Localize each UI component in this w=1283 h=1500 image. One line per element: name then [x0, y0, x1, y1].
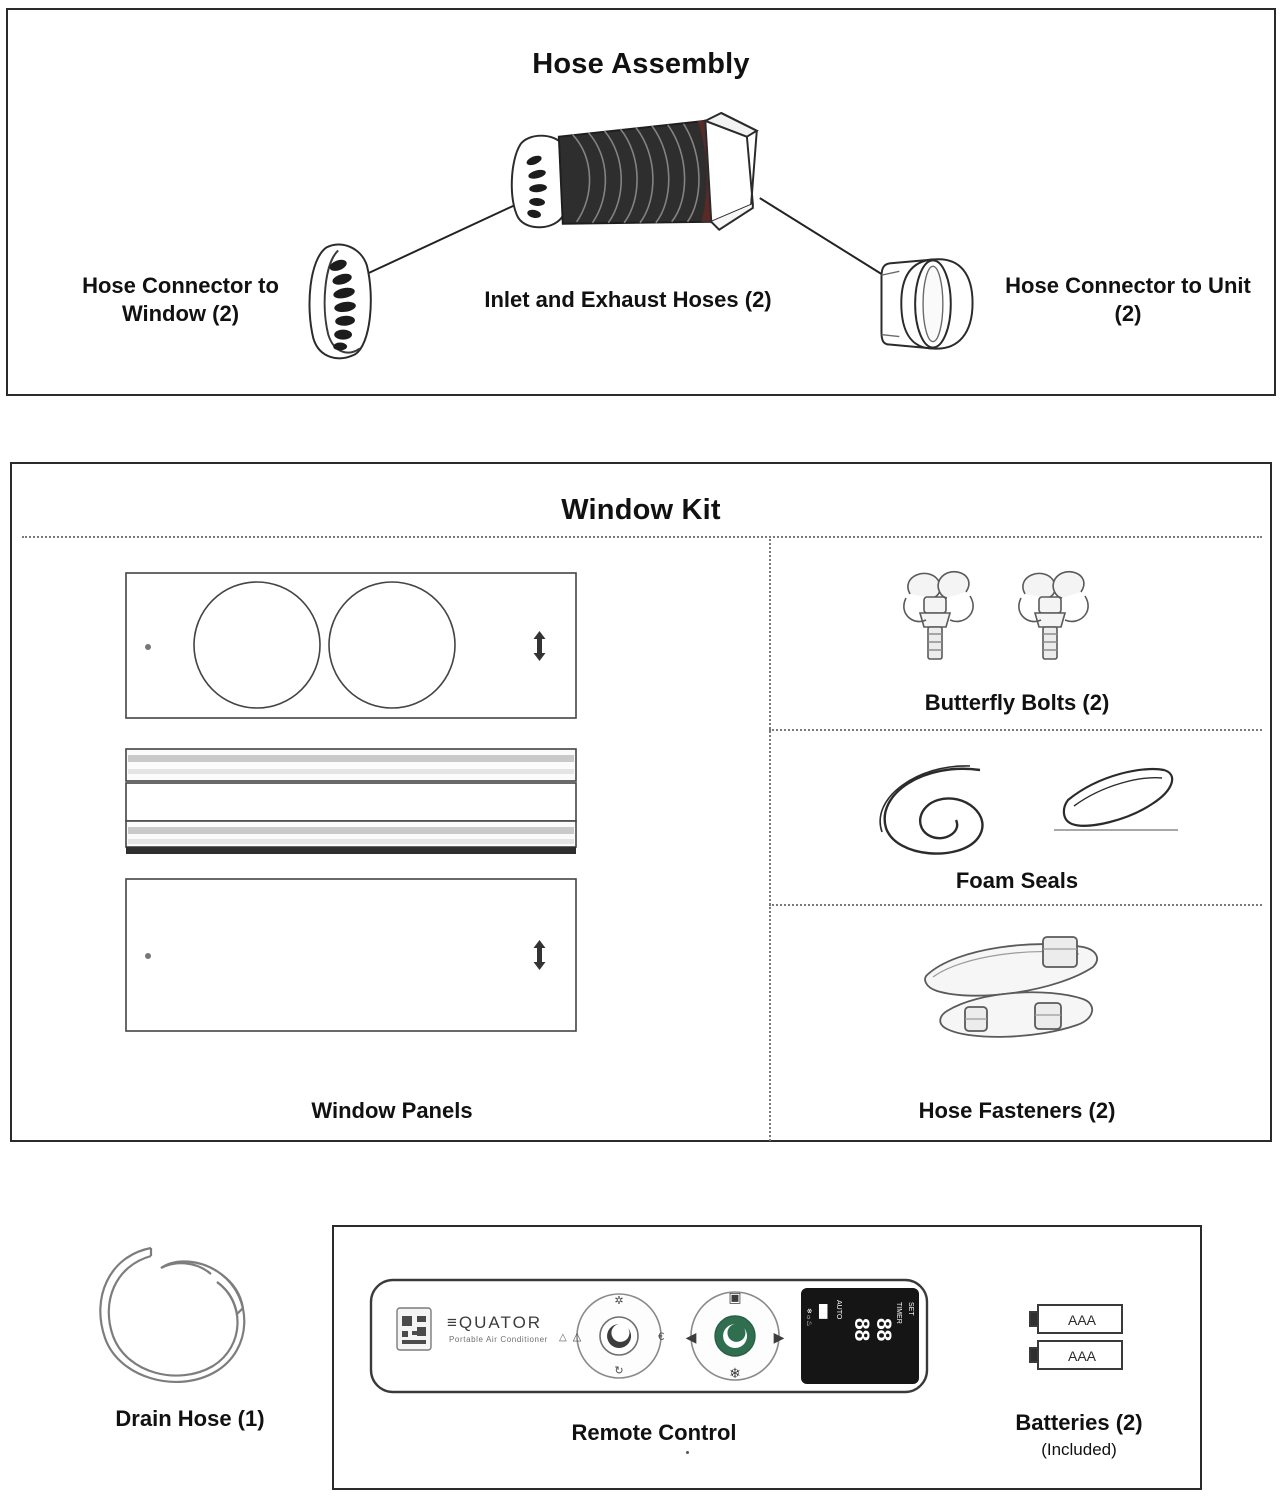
label-inlet-exhaust-hoses: Inlet and Exhaust Hoses (2) — [484, 287, 772, 312]
svg-text:AUTO: AUTO — [835, 1300, 842, 1320]
divider-window-kit-vertical — [769, 536, 771, 1141]
battery-label-top: AAA — [1067, 1312, 1097, 1328]
foam-seals-illustration — [852, 754, 1182, 864]
svg-text:✲: ✲ — [614, 1295, 624, 1307]
svg-text:△: △ — [559, 1332, 567, 1343]
batteries-illustration — [1024, 1297, 1134, 1377]
svg-text:███: ███ — [819, 1304, 826, 1319]
divider-window-kit-right-2 — [769, 904, 1262, 906]
caption-batteries: Batteries (2) — [1015, 1410, 1143, 1435]
caption-butterfly-bolts: Butterfly Bolts (2) — [924, 690, 1110, 715]
svg-text:88: 88 — [850, 1318, 873, 1342]
label-hose-connector-to-window: Hose Connector to Window (2) — [82, 273, 279, 326]
remote-control-panel — [332, 1225, 1202, 1490]
caption-hose-fasteners: Hose Fasteners (2) — [918, 1098, 1116, 1123]
window-panels-illustration — [122, 569, 682, 1114]
svg-text:Portable Air Conditioner: Portable Air Conditioner — [449, 1335, 548, 1344]
svg-text:❄☼♨: ❄☼♨ — [805, 1308, 812, 1327]
drain-hose-illustration — [85, 1232, 295, 1402]
svg-text:TIMER: TIMER — [895, 1302, 902, 1324]
remote-control-illustration — [369, 1274, 929, 1399]
svg-text:SET: SET — [907, 1302, 914, 1316]
svg-text:◀: ◀ — [685, 1329, 697, 1345]
svg-text:△: △ — [572, 1331, 582, 1343]
hose-assembly-title: Hose Assembly — [532, 48, 750, 80]
hose-fasteners-illustration — [917, 929, 1117, 1069]
svg-text:▶: ▶ — [773, 1329, 785, 1345]
caption-foam-seals: Foam Seals — [955, 868, 1079, 893]
svg-text:88: 88 — [872, 1318, 895, 1342]
caption-window-panels: Window Panels — [311, 1098, 473, 1123]
label-hose-connector-to-unit: Hose Connector to Unit (2) — [1005, 273, 1251, 326]
svg-text:≡QUATOR: ≡QUATOR — [447, 1313, 543, 1332]
butterfly-bolts-illustration — [892, 564, 1112, 674]
divider-window-kit-right-1 — [769, 729, 1262, 731]
battery-label-bottom: AAA — [1067, 1348, 1097, 1364]
caption-drain-hose: Drain Hose (1) — [115, 1406, 265, 1431]
svg-text:€: € — [657, 1331, 665, 1343]
svg-text:▣: ▣ — [728, 1289, 742, 1305]
window-kit-panel — [10, 462, 1272, 1142]
svg-text:↻: ↻ — [614, 1365, 624, 1377]
divider-window-kit-top — [22, 536, 1262, 538]
window-kit-title: Window Kit — [561, 494, 721, 526]
remote-caption-dot — [686, 1451, 689, 1454]
caption-batteries-note: (Included) — [1041, 1440, 1117, 1459]
svg-text:❄: ❄ — [729, 1365, 741, 1381]
caption-remote-control: Remote Control — [571, 1420, 737, 1445]
hose-assembly-panel — [6, 8, 1276, 396]
